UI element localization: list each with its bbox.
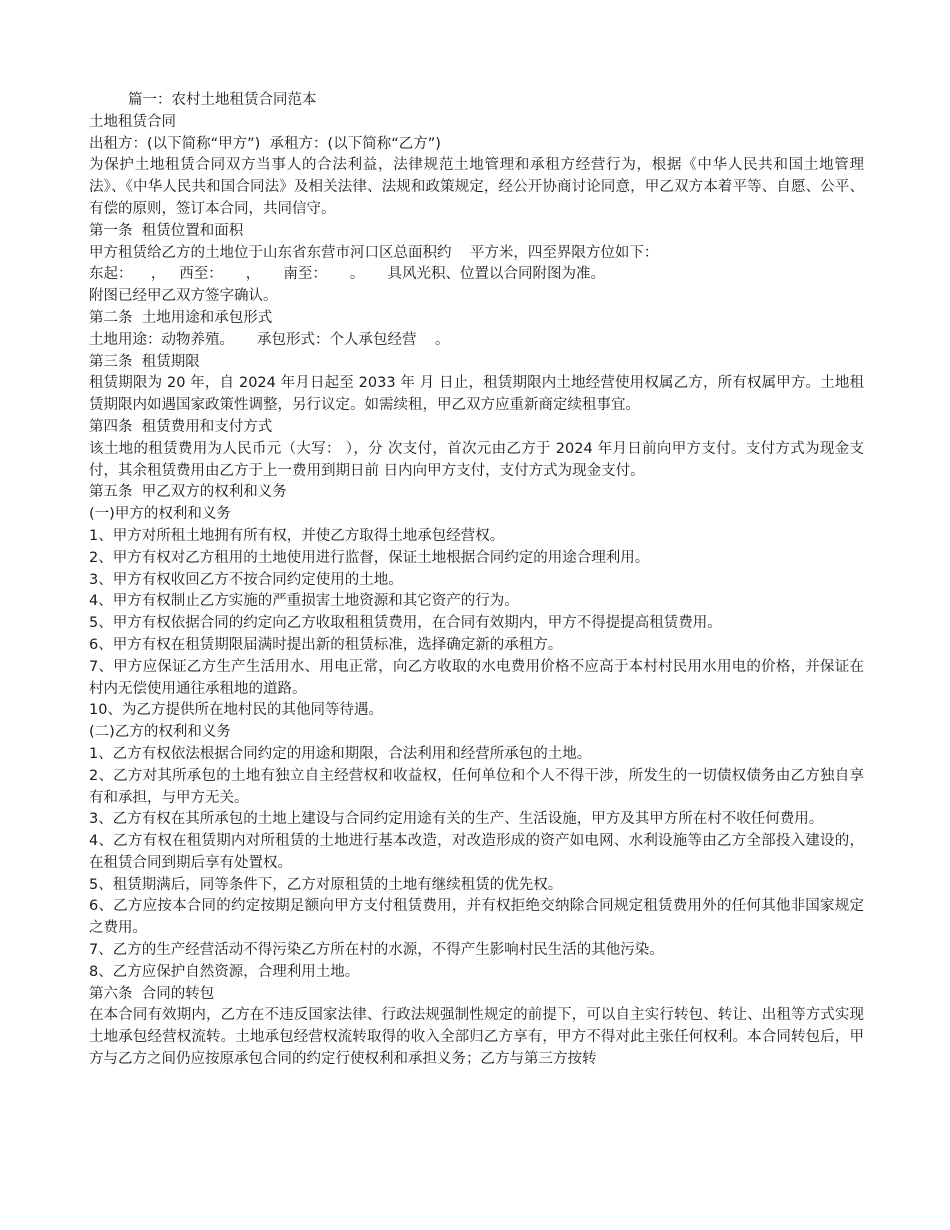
list-item: 8、乙方应保护自然资源，合理利用土地。 — [89, 963, 360, 980]
list-item: 6、乙方应按本合同的约定按期足额向甲方支付租赁费用，并有权拒绝交纳除合同规定租赁费用外的任何其他非国家规定之费用。 — [89, 898, 864, 937]
article-5-title: 第五条 甲乙双方的权利和义务 — [89, 484, 287, 501]
section-2-title: (二)乙方的权利和义务 — [89, 724, 231, 741]
list-item: 10、为乙方提供所在地村民的其他同等待遇。 — [89, 702, 383, 719]
list-item: 5、甲方有权依据合同的约定向乙方收取租租赁费用，在合同有效期内，甲方不得提提高租赁费用。 — [89, 615, 722, 632]
article-3-paragraph-1: 租赁期限为 20 年，自 2024 年月日起至 2033 年 月 日止，租赁期限内土地经营使用权属乙方，所有权属甲方。土地租赁期限内如遇国家政策性调整，另行议定。如需续租，甲乙双方应重新商定续租事宜。 — [89, 375, 864, 414]
contract-title: 土地租赁合同 — [89, 113, 176, 130]
article-1-title: 第一条 租赁位置和面积 — [89, 222, 244, 239]
list-item: 6、甲方有权在租赁期限届满时提出新的租赁标准，选择确定新的承租方。 — [89, 636, 563, 653]
list-item: 7、乙方的生产经营活动不得污染乙方所在村的水源，不得产生影响村民生活的其他污染。 — [89, 942, 664, 959]
list-item: 3、乙方有权在其所承包的土地上建设与合同约定用途有关的生产、生活设施，甲方及其甲方所在村不收任何费用。 — [89, 811, 824, 828]
article-2-title: 第二条 土地用途和承包形式 — [89, 309, 273, 326]
list-item: 1、甲方对所租土地拥有所有权，并使乙方取得土地承包经营权。 — [89, 527, 505, 544]
document-page — [89, 90, 864, 1071]
list-item: 2、乙方对其所承包的土地有独立自主经营权和收益权，任何单位和个人不得干涉，所发生的一切债权债务由乙方独自享有和承担，与甲方无关。 — [89, 767, 864, 806]
article-6-title: 第六条 合同的转包 — [89, 985, 215, 1002]
doc-heading: 篇一：农村土地租赁合同范本 — [128, 92, 317, 108]
preamble-paragraph: 为保护土地租赁合同双方当事人的合法利益，法律规范土地管理和承租方经营行为，根据《中华人民共和国土地管理法》、《中华人民共和国合同法》及相关法律、法规和政策规定，经公开协商讨论同意，甲乙双方本着平等、自愿、公平、有偿的原则，签订本合同，共同信守。 — [89, 157, 864, 217]
list-item: 1、乙方有权依法根据合同约定的用途和期限，合法利用和经营所承包的土地。 — [89, 745, 592, 762]
article-6-paragraph-1: 在本合同有效期内，乙方在不违反国家法律、行政法规强制性规定的前提下，可以自主实行转包、转让、出租等方式实现土地承包经营权流转。土地承包经营权流转取得的收入全部归乙方享有，甲方不得对此主张任何权利。本合同转包后，甲方与乙方之间仍应按原承包合同的约定行使权利和承担义务；乙方与第三方按转 — [89, 1007, 864, 1068]
list-item: 4、甲方有权制止乙方实施的严重损害土地资源和其它资产的行为。 — [89, 593, 519, 610]
article-4-paragraph-1: 该土地的租赁费用为人民币元（大写： ），分 次支付，首次元由乙方于 2024 年月日前向甲方支付。支付方式为现金支付，其余租赁费用由乙方于上一费用到期日前 日内向甲方支付，支付方式为现金支付。 — [89, 440, 864, 479]
article-1-paragraph-2: 东起： ， 西至： ， 南至： 。 具风光积、位置以合同附图为准。 — [89, 266, 605, 283]
list-item: 2、甲方有权对乙方租用的土地使用进行监督，保证土地根据合同约定的用途合理利用。 — [89, 549, 650, 566]
list-item: 7、甲方应保证乙方生产生活用水、用电正常，向乙方收取的水电费用价格不应高于本村村民用水用电的价格，并保证在村内无偿使用通往承租地的道路。 — [89, 658, 864, 697]
section-1-title: (一)甲方的权利和义务 — [89, 506, 231, 523]
article-1-paragraph-1: 甲方租赁给乙方的土地位于山东省东营市河口区总面积约 平方米，四至界限方位如下： — [89, 244, 659, 261]
article-3-title: 第三条 租赁期限 — [89, 353, 200, 370]
list-item: 5、租赁期满后，同等条件下，乙方对原租赁的土地有继续租赁的优先权。 — [89, 876, 563, 893]
parties-line: 出租方：(以下简称“甲方”) 承租方：(以下简称“乙方”) — [89, 135, 441, 152]
article-1-paragraph-3: 附图已经甲乙双方签字确认。 — [89, 288, 278, 305]
article-2-paragraph-1: 土地用途：动物养殖。 承包形式：个人承包经营 。 — [89, 331, 450, 348]
list-item: 4、乙方有权在租赁期内对所租赁的土地进行基本改造，对改造形成的资产如电网、水利设施等由乙方全部投入建设的，在租赁合同到期后享有处置权。 — [89, 833, 864, 871]
list-item: 3、甲方有权收回乙方不按合同约定使用的土地。 — [89, 571, 403, 588]
article-4-title: 第四条 租赁费用和支付方式 — [89, 418, 273, 435]
